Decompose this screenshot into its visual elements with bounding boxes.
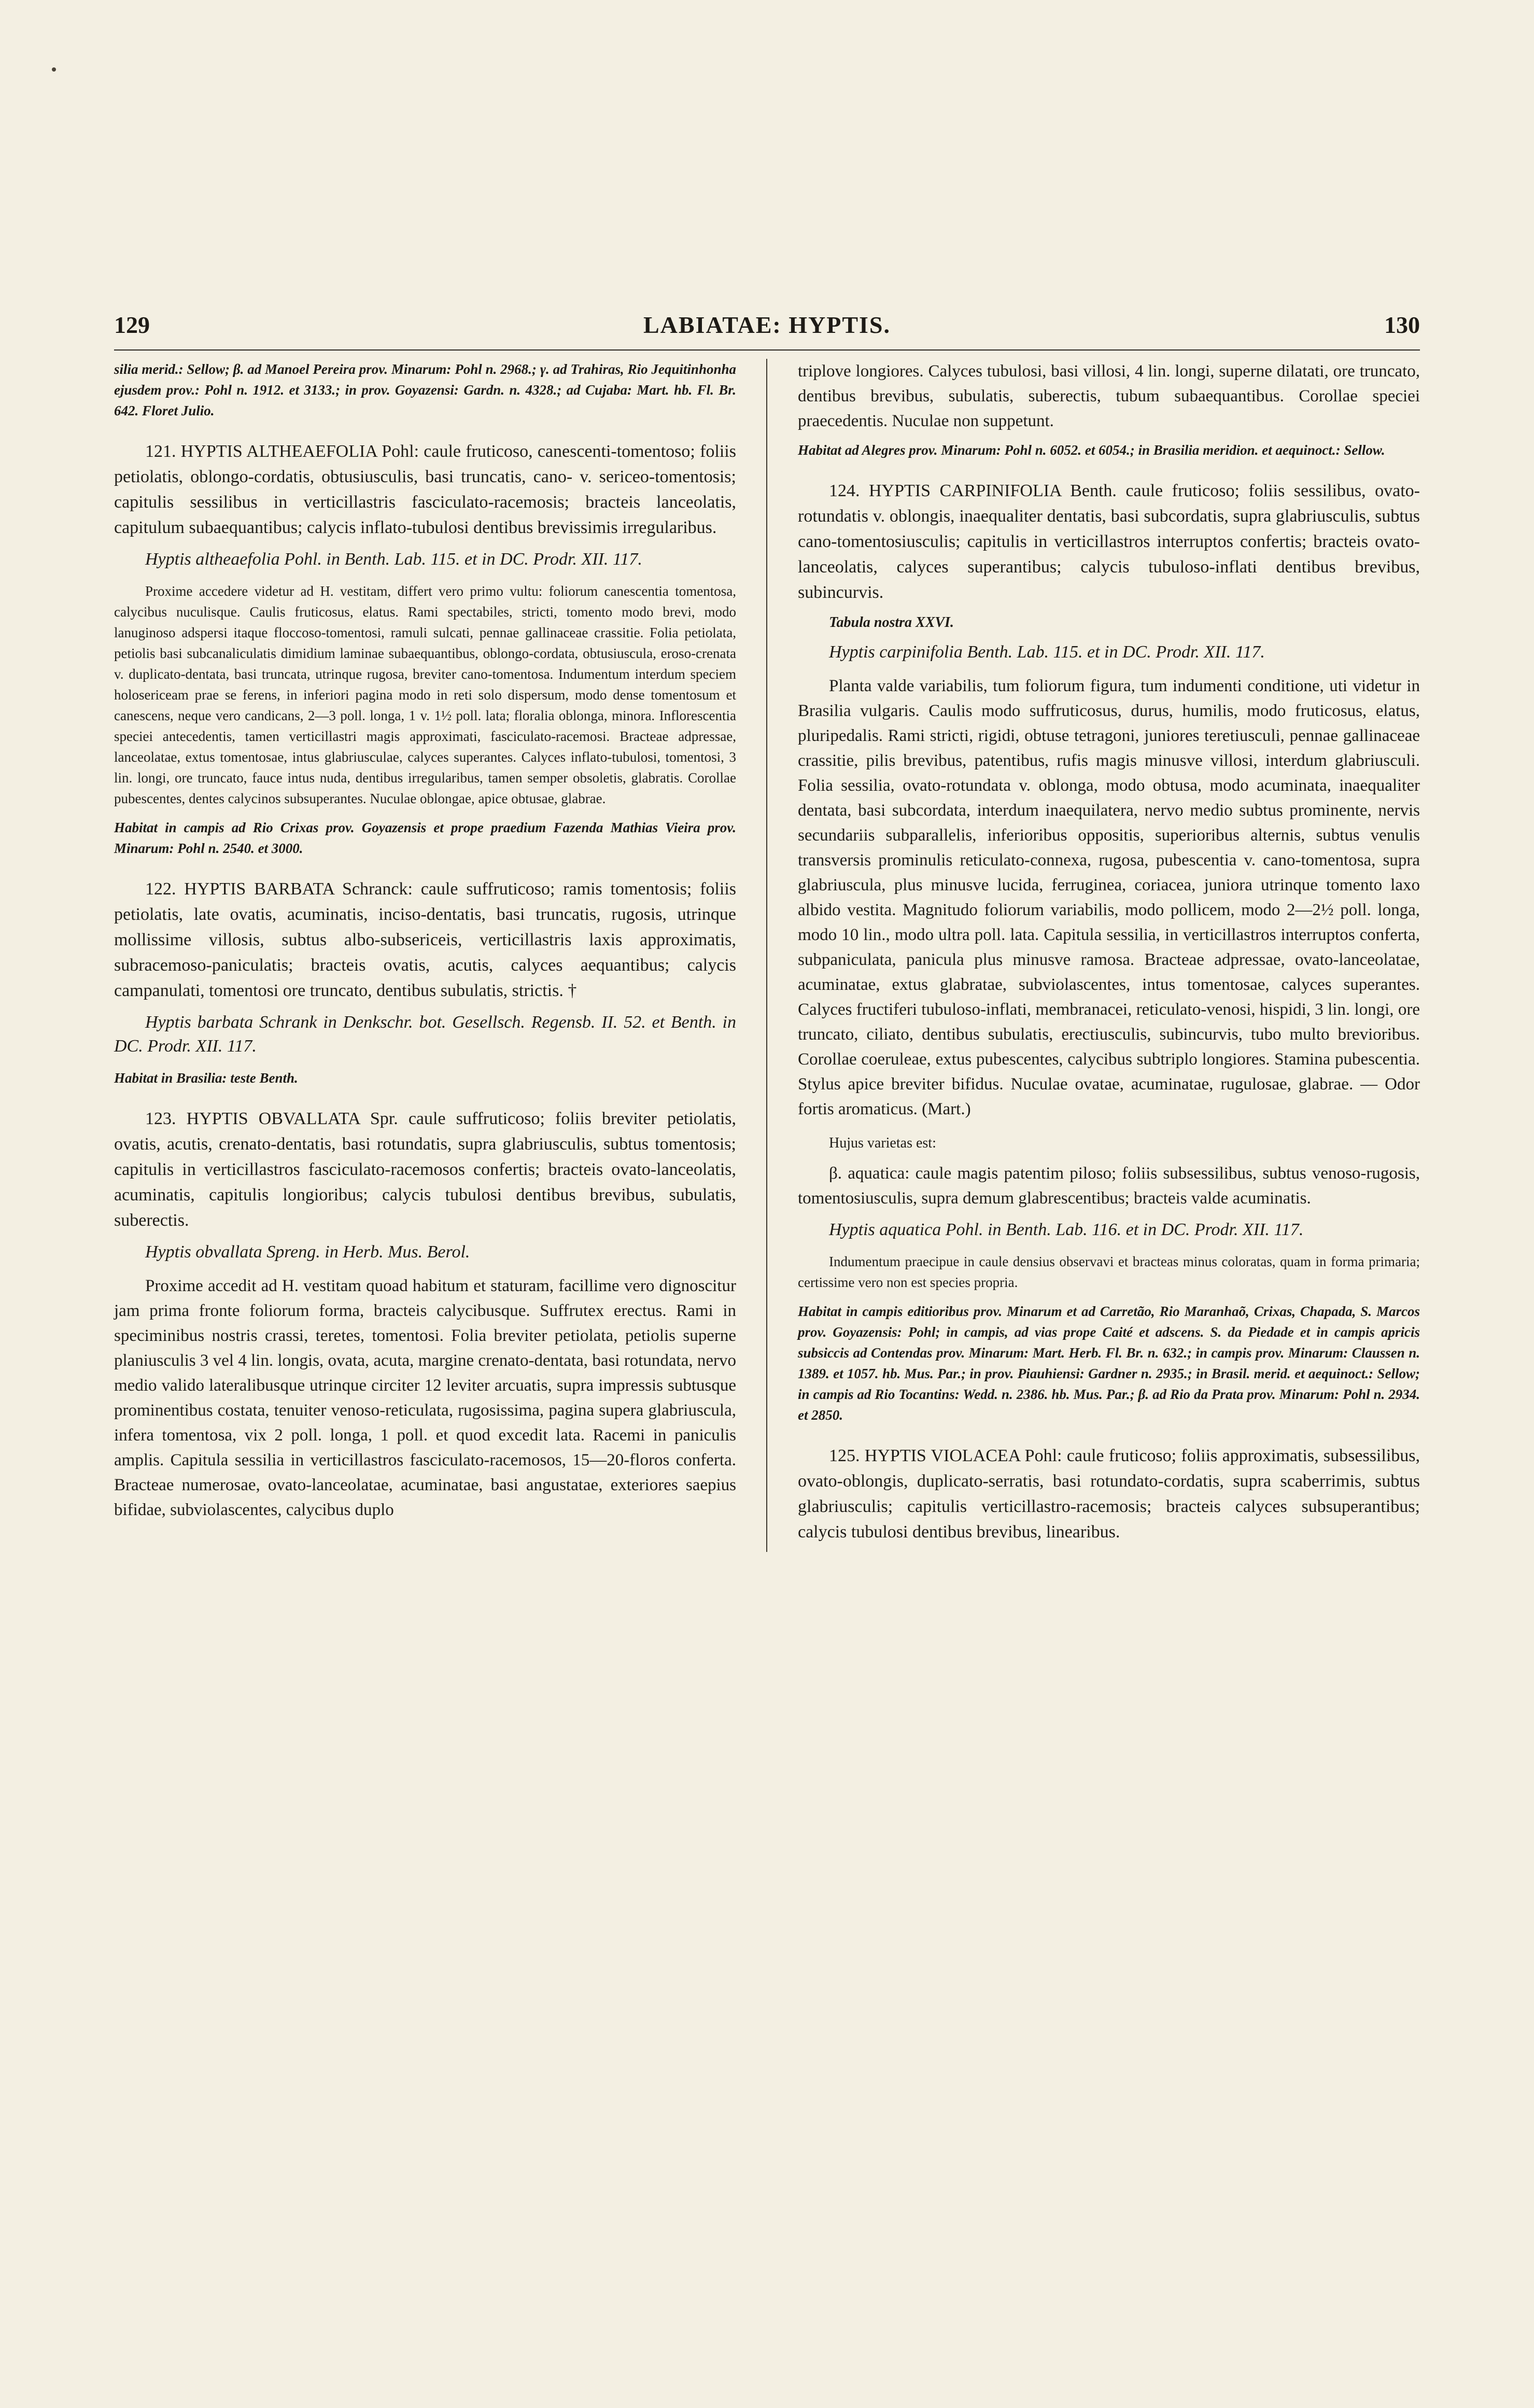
species-124-plate: Tabula nostra XXVI.	[829, 614, 954, 631]
right-column	[798, 359, 1420, 1552]
left-column	[114, 359, 736, 1552]
species-124-diagnosis: 124. HYPTIS CARPINIFOLIA Benth. caule fruticoso; foliis sessilibus, ovato-rotundatis v. oblongis, inaequaliter dentatis, basi subcordatis, supra glabriusculis, subtus cano-tomentosiusculis; capitulis in verticillastros interruptos confertis; bracteis ovato-lanceolatis, calyces superantibus; calycis tubuloso-inflati dentibus brevibus, subincurvis.	[798, 481, 1420, 602]
margin-dot	[52, 67, 56, 72]
species-123-description: Proxime accedit ad H. vestitam quoad habitum et staturam, facillime vero dignoscitur jam prima fronte foliorum forma, bracteis calycibusque. Suffrutex erectus. Rami in speciminibus nostris crassi, teretes, tomentosi. Folia breviter petiolata, petiolis superne planiusculis 3 vel 4 lin. longis, ovata, acuta, margine crenato-dentata, basi rotundata, nervo medio valido lateralibusque utrinque circiter 12 leviter arcuatis, supra impressis subtusque prominentibus costata, tenuiter venoso-reticulata, rugosissima, pagina supera glabriuscula, infera tomentosa, vix 2 poll. longa, 1 poll. et quod excedit lata. Racemi in paniculis amplis. Capitula sessilia in verticillastros fasciculato-racemosos, 15—20-floros conferta. Bracteae numerosae, ovato-lanceolatae, acuminatae, basi angustatae, exteriores saepius bifidae, subviolascentes, calycibus duplo	[114, 1277, 736, 1519]
species-121-habitat: Habitat in campis ad Rio Crixas prov. Goyazensis et prope praedium Fazenda Mathias Vieira prov. Minarum: Pohl n. 2540. et 3000.	[114, 820, 736, 856]
variety-intro: Hujus varietas est:	[829, 1135, 936, 1151]
species-123-diagnosis: 123. HYPTIS OBVALLATA Spr. caule suffruticoso; foliis breviter petiolatis, ovatis, acutis, crenato-dentatis, basi rotundatis, supra glabriusculis, subtus tomentosis; capitulis in verticillastros fasciculato-racemosos confertis; bracteis ovato-lanceolatis, acuminatis, capitulis longioribus; calycis tubulosi dentibus brevibus, subulatis, suberectis.	[114, 1109, 736, 1230]
habitat-continued: silia merid.: Sellow; β. ad Manoel Pereira prov. Minarum: Pohl n. 2968.; γ. ad Trahiras, Rio Jequitinhonha ejusdem prov.: Pohl n. 1912. et 3133.; in prov. Goyazensi: Gardn. n. 4328.; ad Cujaba: Mart. hb. Fl. Br. 642. Floret Julio.	[114, 361, 736, 418]
two-columns	[114, 359, 1420, 1552]
running-head	[114, 311, 1420, 347]
species-122-synonym: Hyptis barbata Schrank in Denkschr. bot. Gesellsch. Regensb. II. 52. et Benth. in DC. Prodr. XII. 117.	[114, 1013, 736, 1056]
species-124-synonym: Hyptis carpinifolia Benth. Lab. 115. et in DC. Prodr. XII. 117.	[829, 642, 1265, 662]
species-123-synonym: Hyptis obvallata Spreng. in Herb. Mus. Berol.	[145, 1242, 470, 1262]
column-divider	[766, 359, 767, 1552]
species-122-habitat: Habitat in Brasilia: teste Benth.	[114, 1070, 298, 1086]
page	[114, 311, 1420, 2178]
variety-beta-diagnosis: β. aquatica: caule magis patentim piloso; foliis subsessilibus, subtus venoso-rugosis, tomentosiusculis, supra demum glabrescentibus; bracteis valde acuminatis.	[798, 1164, 1420, 1208]
header-rule	[114, 349, 1420, 351]
species-121-synonym: Hyptis altheaefolia Pohl. in Benth. Lab. 115. et in DC. Prodr. XII. 117.	[145, 550, 642, 569]
species-125-diagnosis: 125. HYPTIS VIOLACEA Pohl: caule fruticoso; foliis approximatis, subsessilibus, ovato-oblongis, duplicato-serratis, basi rotundato-cordatis, supra scaberrimis, subtus glabriusculis; capitulis verticillastro-racemosis; bracteis calyces subsuperantibus; calycis tubulosi dentibus brevibus, linearibus.	[798, 1446, 1420, 1542]
species-124-description: Planta valde variabilis, tum foliorum figura, tum indumenti conditione, uti videtur in Brasilia vulgaris. Caulis modo suffruticosus, durus, humilis, modo fruticosus, elatus, pluripedalis. Rami stricti, rigidi, obtuse tetragoni, juniores teretiusculi, pennae gallinaceae crassitie, pilis brevibus, patentibus, rufis magis minusve villosi, interdum glabriusculi. Folia sessilia, ovato-rotundata v. oblonga, modo obtusa, modo acuminata, inaequaliter dentata, basi subcordata, interdum inaequilatera, nervo medio subtus prominente, nervis secundariis subparallelis, inferioribus oppositis, superioribus alternis, subtus venulis transversis prominulis reticulato-connexa, rugosa, pubescentia v. cano-tomentosa, supra glabriuscula, plus minusve lucida, ferruginea, coriacea, juniora utrinque tomento laxo albido vestita. Magnitudo foliorum variabilis, modo pollicem, modo 2—2½ poll. longa, modo 10 lin., modo ultra poll. lata. Capitula sessilia, in verticillastros interruptos conferta, subpaniculata, panicula plus minusve ramosa. Bracteae adpressae, ovato-lanceolatae, acuminatae, extus glabratae, subviolascentes, intus tomentosae, calyces superantes. Calyces fructiferi tubuloso-inflati, membranacei, reticulato-venosi, hispidi, 3 lin. longi, ore truncato, ciliato, dentibus subulatis, erectiusculis, subincurvis, tubo multo brevioribus. Corollae coeruleae, extus pubescentes, calycibus subtriplo longiores. Stamina pubescentia. Stylus apice breviter bifidus. Nuculae ovatae, acuminatae, rugulosae, glabrae. — Odor fortis aromaticus. (Mart.)	[798, 677, 1420, 1118]
species-124-habitat: Habitat in campis editioribus prov. Minarum et ad Carretão, Rio Maranhaõ, Crixas, Chapada, S. Marcos prov. Goyazensis: Pohl; in campis, ad vias prope Caité et adscens. S. da Piedade et in campis apricis subsiccis ad Contendas prov. Minarum: Mart. Herb. Fl. Br. n. 632.; in campis prov. Minarum: Claussen n. 1389. et 1057. hb. Mus. Par.; in prov. Piauhiensi: Gardner n. 2935.; in Brasil. merid. et aequinoct.: Sellow; in campis ad Rio Tocantins: Wedd. n. 2386. hb. Mus. Par.; β. ad Rio da Prata prov. Minarum: Pohl n. 2934. et 2850.	[798, 1304, 1420, 1423]
species-121-description: Proxime accedere videtur ad H. vestitam, differt vero primo vultu: foliorum canescentia tomentosa, calycibus nuculisque. Caulis fruticosus, elatus. Rami spectabiles, stricti, tomento modo brevi, modo lanuginoso adspersi itaque floccoso-tomentosi, ramuli sulcati, pennae gallinaceae crassitie. Folia petiolata, petiolis basi subcanaliculatis dimidium laminae subaequantibus, oblongo-cordata, obtusiuscula, eroso-crenata v. duplicato-dentata, basi truncata, utrinque rugosa, breviter cano-tomentosa. Indumentum interdum speciem holosericeam prae se ferens, in inferiori pagina modo in reti solo dispersum, modo dense tomentosum et canescens, neque vero candicans, 2—3 poll. longa, 1 v. 1½ poll. lata; floralia oblonga, minora. Inflorescentia speciei antecedentis, tamen verticillastri magis approximati, fasciculato-racemosi. Bracteae adpressae, lanceolatae, extus tomentosae, intus glabriusculae, calyces superantes. Calyces inflato-tubulosi, tomentosi, 3 lin. longi, ore truncato, fauce intus nuda, dentibus irregularibus, tamen semper obsoletis, glabratis. Corollae pubescentes, dentes calycinos subsuperantes. Nuculae oblongae, apice obtusae, glabrae.	[114, 583, 736, 806]
species-121-diagnosis: 121. HYPTIS ALTHEAEFOLIA Pohl: caule fruticoso, canescenti-tomentoso; foliis petiolatis, oblongo-cordatis, obtusiusculis, basi truncatis, cano- v. sericeo-tomentosis; capitulis sessilibus in verticillastris fasciculato-racemosis; bracteis lanceolatis, capitulum subaequantibus; calycis inflato-tubulosi dentibus brevissimis irregularibus.	[114, 442, 736, 537]
species-123-habitat: Habitat ad Alegres prov. Minarum: Pohl n. 6052. et 6054.; in Brasilia meridion. et aequinoct.: Sellow.	[798, 442, 1385, 458]
page-number-right: 130	[1384, 312, 1420, 338]
variety-beta-note: Indumentum praecipue in caule densius observavi et bracteas minus coloratas, quam in forma primaria; certissime vero non est species propria.	[798, 1254, 1420, 1290]
variety-beta-synonym: Hyptis aquatica Pohl. in Benth. Lab. 116. et in DC. Prodr. XII. 117.	[829, 1220, 1304, 1239]
species-122-diagnosis: 122. HYPTIS BARBATA Schranck: caule suffruticoso; ramis tomentosis; foliis petiolatis, late ovatis, acuminatis, inciso-dentatis, basi truncatis, rugosis, utrinque mollissime villosis, subtus albo-subsericeis, verticillastris laxis approximatis, subracemoso-paniculatis; bracteis ovatis, acutis, calyces aequantibus; calycis campanulati, tomentosi ore truncato, dentibus subulatis, strictis. †	[114, 879, 736, 1000]
species-123-description-continued: triplove longiores. Calyces tubulosi, basi villosi, 4 lin. longi, superne dilatati, ore truncato, dentibus brevibus, subulatis, suberectis, tubum subaequantibus. Corollae speciei praecedentis. Nuculae non suppetunt.	[798, 362, 1420, 430]
page-number-left: 129	[114, 312, 150, 338]
running-title: LABIATAE: HYPTIS.	[643, 312, 891, 338]
